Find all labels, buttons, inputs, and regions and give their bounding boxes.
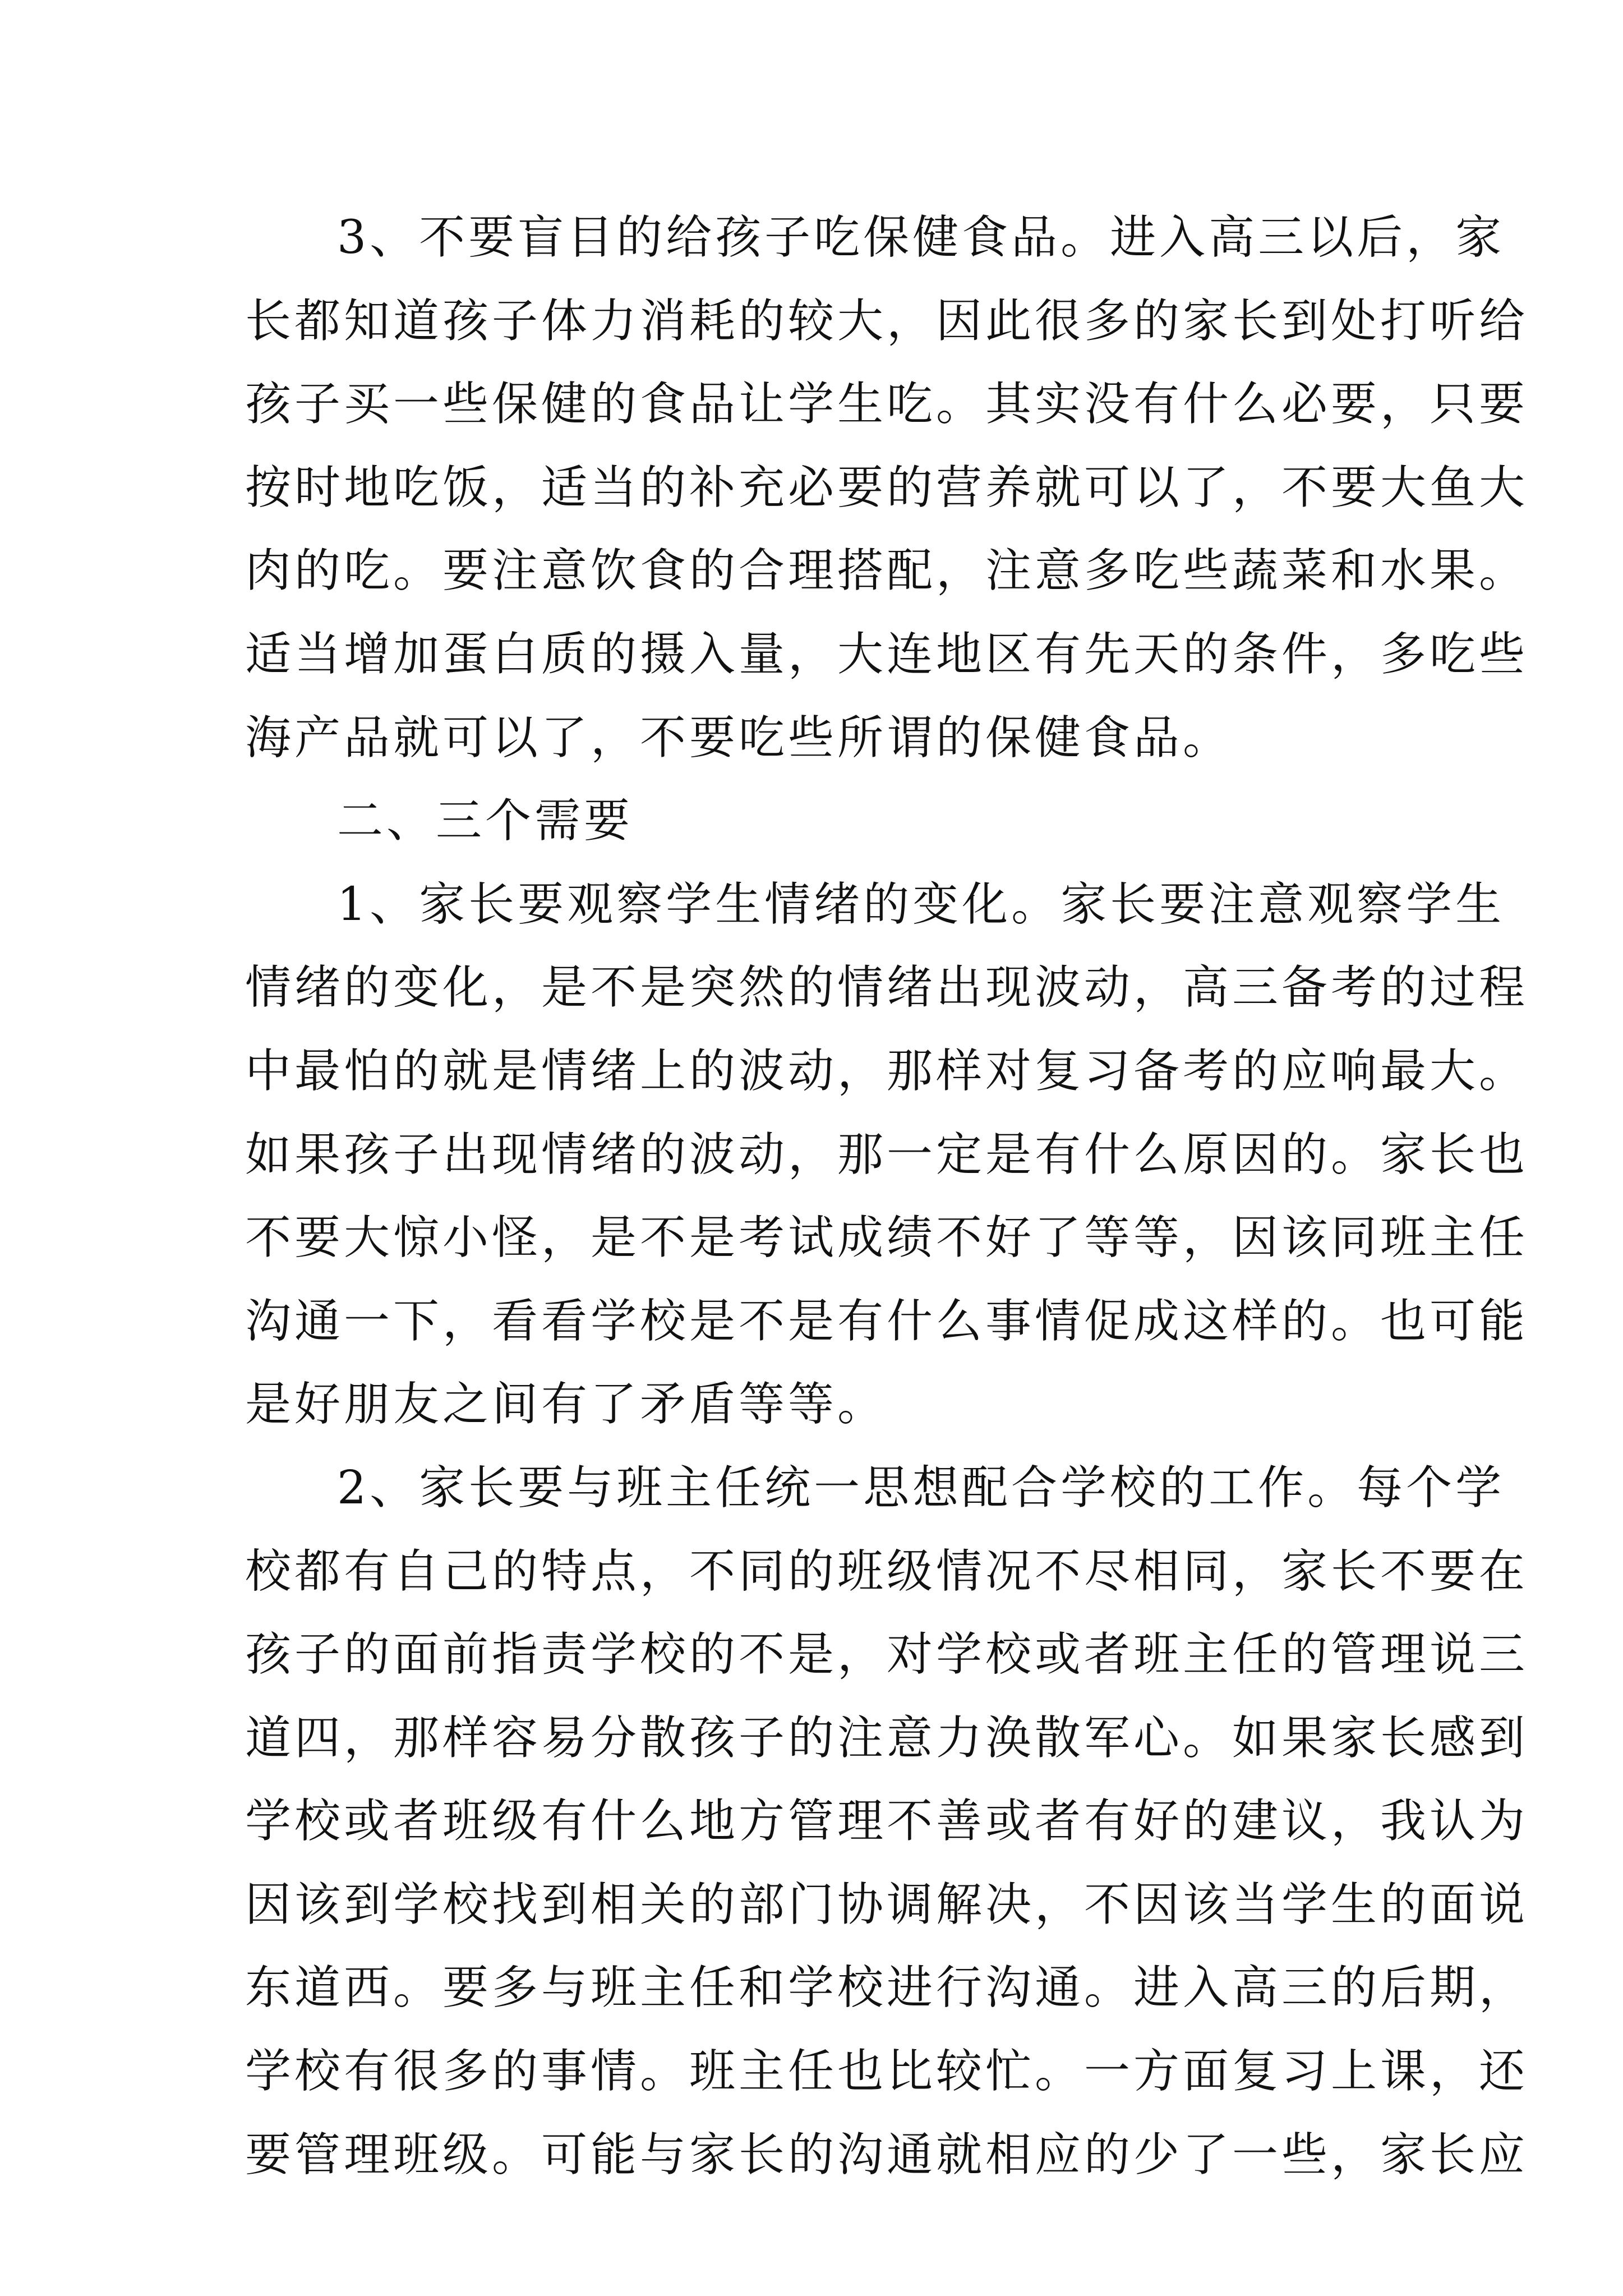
paragraph-line: 适当增加蛋白质的摄入量，大连地区有先天的条件，多吃些	[245, 627, 1529, 681]
paragraph-line: 是好朋友之间有了矛盾等等。	[245, 1378, 887, 1432]
paragraph-line: 学校有很多的事情。班主任也比较忙。一方面复习上课，还	[245, 2045, 1529, 2099]
paragraph-line: 中最怕的就是情绪上的波动，那样对复习备考的应响最大。	[245, 1044, 1529, 1098]
document-body	[245, 211, 1529, 2214]
paragraph-line: 道四，那样容易分散孩子的注意力涣散军心。如果家长感到	[245, 1711, 1529, 1765]
paragraph-line: 东道西。要多与班主任和学校进行沟通。进入高三的后期，	[245, 1961, 1529, 2015]
paragraph-line: 3、不要盲目的给孩子吃保健食品。进入高三以后，家	[337, 211, 1505, 264]
paragraph-line: 长都知道孩子体力消耗的较大，因此很多的家长到处打听给	[245, 294, 1529, 348]
paragraph-line: 1、家长要观察学生情绪的变化。家长要注意观察学生	[337, 877, 1505, 931]
paragraph-line: 2、家长要与班主任统一思想配合学校的工作。每个学	[337, 1461, 1505, 1515]
paragraph-line: 学校或者班级有什么地方管理不善或者有好的建议，我认为	[245, 1795, 1529, 1848]
paragraph-line: 孩子买一些保健的食品让学生吃。其实没有什么必要，只要	[245, 378, 1529, 431]
paragraph-line: 肉的吃。要注意饮食的合理搭配，注意多吃些蔬菜和水果。	[245, 544, 1529, 598]
paragraph-line: 因该到学校找到相关的部门协调解决，不因该当学生的面说	[245, 1878, 1529, 1931]
paragraph-line: 按时地吃饭，适当的补充必要的营养就可以了，不要大鱼大	[245, 461, 1529, 514]
paragraph-line: 海产品就可以了，不要吃些所谓的保健食品。	[245, 711, 1233, 765]
paragraph-line: 校都有自己的特点，不同的班级情况不尽相同，家长不要在	[245, 1544, 1529, 1598]
paragraph-line: 情绪的变化，是不是突然的情绪出现波动，高三备考的过程	[245, 961, 1529, 1015]
paragraph-line: 不要大惊小怪，是不是考试成绩不好了等等，因该同班主任	[245, 1211, 1529, 1265]
section-heading: 二、三个需要	[337, 794, 634, 848]
paragraph-line: 孩子的面前指责学校的不是，对学校或者班主任的管理说三	[245, 1628, 1529, 1682]
paragraph-line: 如果孩子出现情绪的波动，那一定是有什么原因的。家长也	[245, 1128, 1529, 1181]
paragraph-line: 要管理班级。可能与家长的沟通就相应的少了一些，家长应	[245, 2128, 1529, 2182]
paragraph-line: 沟通一下，看看学校是不是有什么事情促成这样的。也可能	[245, 1294, 1529, 1348]
